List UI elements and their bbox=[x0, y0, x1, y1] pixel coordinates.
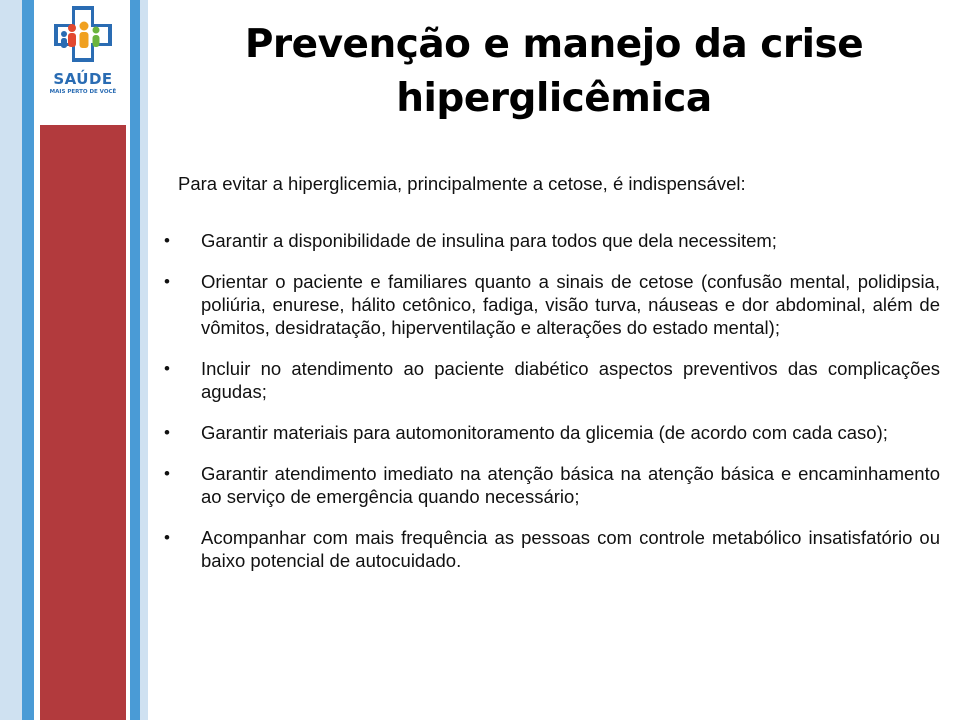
saude-logo bbox=[40, 0, 126, 125]
list-item-text: Garantir a disponibilidade de insulina para todos que dela necessitem; bbox=[201, 230, 777, 251]
bullet-dot-icon: • bbox=[164, 272, 170, 291]
list-item-text: Incluir no atendimento ao paciente diabético aspectos preventivos das complicações agudas; bbox=[201, 358, 940, 402]
list-item-text: Garantir materiais para automonitoramento da glicemia (de acordo com cada caso); bbox=[201, 422, 888, 443]
left-stripe-light bbox=[0, 0, 22, 720]
left-stripe-blue bbox=[22, 0, 34, 720]
intro-text: Para evitar a hiperglicemia, principalmente a cetose, é indispensável: bbox=[178, 173, 746, 194]
bullet-dot-icon: • bbox=[164, 231, 170, 250]
list-item bbox=[160, 270, 940, 339]
bullet-dot-icon: • bbox=[164, 423, 170, 442]
bullet-list bbox=[160, 229, 940, 590]
list-item bbox=[160, 357, 940, 403]
logo-name: SAÚDE bbox=[53, 70, 113, 88]
logo-tagline: MAIS PERTO DE VOCÊ bbox=[49, 89, 117, 95]
slide-title: Prevenção e manejo da crise hiperglicêmica bbox=[244, 22, 864, 121]
list-item bbox=[160, 462, 940, 508]
family-cross-icon bbox=[50, 4, 116, 64]
right-stripe-blue bbox=[130, 0, 140, 720]
list-item bbox=[160, 526, 940, 572]
bullet-dot-icon: • bbox=[164, 359, 170, 378]
list-item-text: Garantir atendimento imediato na atenção básica na atenção básica e encaminhamento ao serviço de emergência quando necessário; bbox=[201, 463, 940, 507]
list-item bbox=[160, 421, 940, 444]
bullet-dot-icon: • bbox=[164, 464, 170, 483]
list-item-text: Acompanhar com mais frequência as pessoas com controle metabólico insatisfatório ou baixo potencial de autocuidado. bbox=[201, 527, 940, 571]
bullet-dot-icon: • bbox=[164, 528, 170, 547]
list-item-text: Orientar o paciente e familiares quanto a sinais de cetose (confusão mental, polidipsia, poliúria, enurese, hálito cetônico, fadiga, visão turva, náuseas e dor abdominal, além de vômitos, desidratação, hiperventilação e alterações do estado mental); bbox=[201, 271, 940, 338]
list-item bbox=[160, 229, 940, 252]
right-stripe-light bbox=[140, 0, 148, 720]
